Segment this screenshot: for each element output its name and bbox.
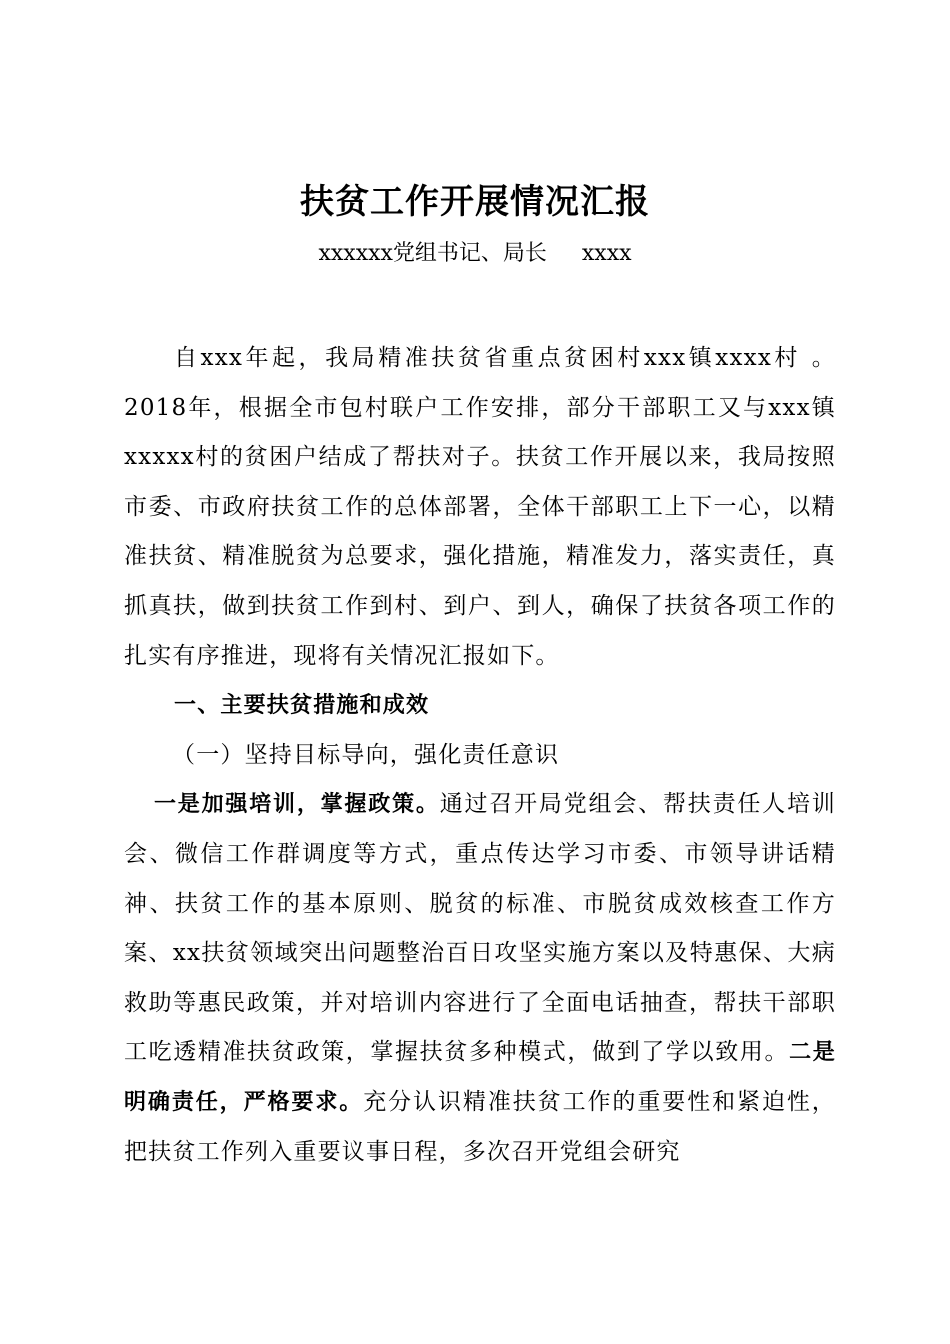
point-2-text: 充分认识精准扶贫工作的重要性和紧迫性，把扶贫工作列入重要议事日程，多次召开党组会研究 [124, 1088, 836, 1165]
measures-paragraph [124, 780, 836, 1177]
intro-paragraph: 自xxx年起，我局精准扶贫省重点贫困村xxx镇xxxx村 。2018年，根据全市包村联户工作安排，部分干部职工又与xxx镇xxxxx村的贫困户结成了帮扶对子。扶贫工作开展以来，我局按照市委、市政府扶贫工作的总体部署，全体干部职工上下一心，以精准扶贫、精准脱贫为总要求，强化措施，精准发力，落实责任，真抓真扶，做到扶贫工作到村、到户、到人，确保了扶贫各项工作的扎实有序推进，现将有关情况汇报如下。 [124, 345, 836, 669]
document-byline: xxxxxx党组书记、局长 xxxx [318, 241, 632, 266]
document-body [124, 334, 836, 1177]
point-2-lead: 二是明确责任，严格要求。 [124, 1040, 836, 1115]
point-1-lead: 一是加强培训，掌握政策。 [154, 792, 440, 818]
subsection-heading-1: （一）坚持目标导向，强化责任意识 [172, 741, 560, 768]
section-heading-1: 一、主要扶贫措施和成效 [174, 693, 430, 719]
point-1-text: 通过召开局党组会、帮扶责任人培训会、微信工作群调度等方式，重点传达学习市委、市领导讲话精神、扶贫工作的基本原则、脱贫的标准、市脱贫成效核查工作方案、xx扶贫领域突出问题整治百日攻坚实施方案以及特惠保、大病救助等惠民政策，并对培训内容进行了全面电话抽查，帮扶干部职工吃透精准扶贫政策，掌握扶贫多种模式，做到了学以致用。 [124, 791, 836, 1066]
document-title: 扶贫工作开展情况汇报 [300, 182, 650, 222]
